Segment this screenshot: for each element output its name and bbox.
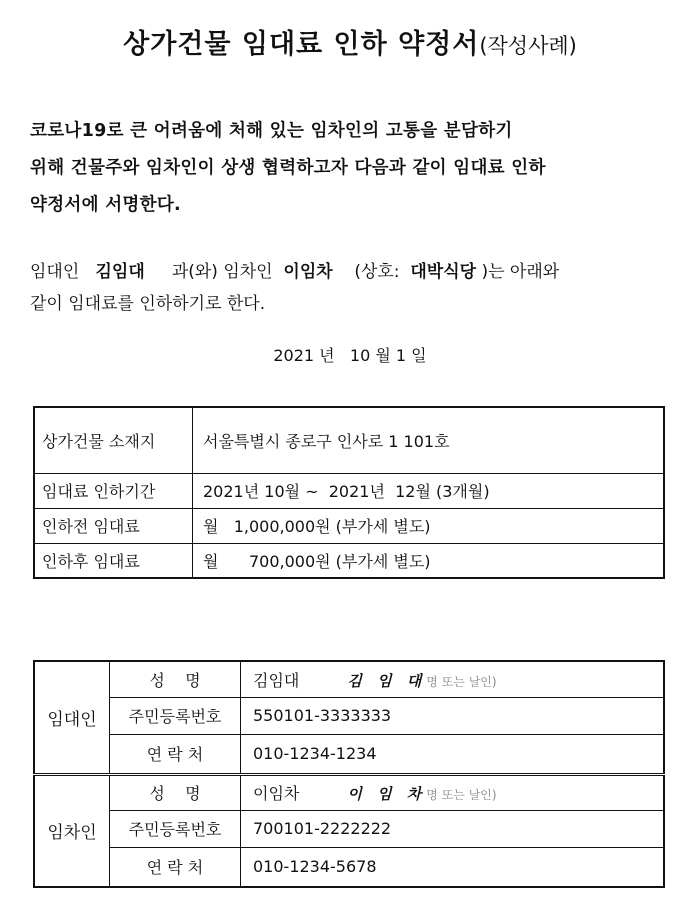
table-row [34,473,664,508]
term-value: 월 1,000,000원 (부가세 별도) [193,508,665,543]
tenant-name-cell [241,774,665,810]
id-label: 주민등록번호 [110,697,241,734]
landlord-contact: 010-1234-1234 [241,734,665,774]
table-row [34,847,664,887]
term-label: 임대료 인하기간 [34,473,193,508]
table-row [34,697,664,734]
intro-line: 위해 건물주와 임차인이 상생 협력하고자 다음과 같이 임대료 인하 [30,158,546,178]
date-text: 2021 년 10 월 1 일 [273,346,427,365]
intro-paragraph [30,113,680,224]
agreement-line-2: 같이 임대료를 인하하기로 한다. [30,294,266,314]
table-row [34,543,664,578]
shop-name-inline: 대박식당 [410,262,477,282]
tenant-contact: 010-1234-5678 [241,847,665,887]
table-row [34,508,664,543]
table-row [34,407,664,473]
landlord-id: 550101-3333333 [241,697,665,734]
id-label: 주민등록번호 [110,810,241,847]
tenant-id: 700101-2222222 [241,810,665,847]
term-label: 상가건물 소재지 [34,407,193,473]
terms-table [33,406,665,579]
tenant-name-inline: 이임차 [283,262,333,282]
intro-line: 코로나19로 큰 어려움에 처해 있는 임차인의 고통을 분담하기 [30,121,513,141]
tenant-role-cell: 임차인 [34,774,110,887]
term-label: 인하전 임대료 [34,508,193,543]
term-value: 2021년 10월 ~ 2021년 12월 (3개월) [193,473,665,508]
term-value: 월 700,000원 (부가세 별도) [193,543,665,578]
agreement-text: 임대인 [30,262,80,282]
landlord-role-cell: 임대인 [34,661,110,774]
landlord-signature: 김 임 대 [347,671,427,690]
table-row [34,774,664,810]
tenant-name: 이임차 [253,784,300,803]
title-main: 상가건물 임대료 인하 약정서 [123,29,480,60]
table-row [34,734,664,774]
tenant-signature: 이 임 차 [347,785,427,803]
landlord-name: 김임대 [253,670,300,690]
intro-line: 약정서에 서명한다. [30,195,181,215]
landlord-name-inline: 김임대 [95,262,145,282]
agreement-date [0,343,700,366]
table-row [34,661,664,697]
agreement-text: 과(와) 임차인 [171,262,273,282]
agreement-text: (상호: [354,262,400,282]
contact-label: 연 락 처 [110,734,241,774]
agreement-line-1 [30,256,680,288]
title-sub: (작성사례) [479,34,577,58]
term-label: 인하후 임대료 [34,543,193,578]
name-label: 성 명 [110,774,241,810]
landlord-name-cell [241,661,665,697]
contact-label: 연 락 처 [110,847,241,887]
table-row [34,810,664,847]
agreement-text: )는 아래와 [481,262,560,282]
agreement-paragraph [30,256,680,320]
document-title [0,22,700,61]
signature-hint: 명 또는 날인) [426,674,497,689]
signature-hint: 명 또는 날인) [426,788,497,802]
term-value: 서울특별시 종로구 인사로 1 101호 [193,407,665,473]
name-label: 성 명 [110,661,241,697]
parties-table [33,660,665,888]
